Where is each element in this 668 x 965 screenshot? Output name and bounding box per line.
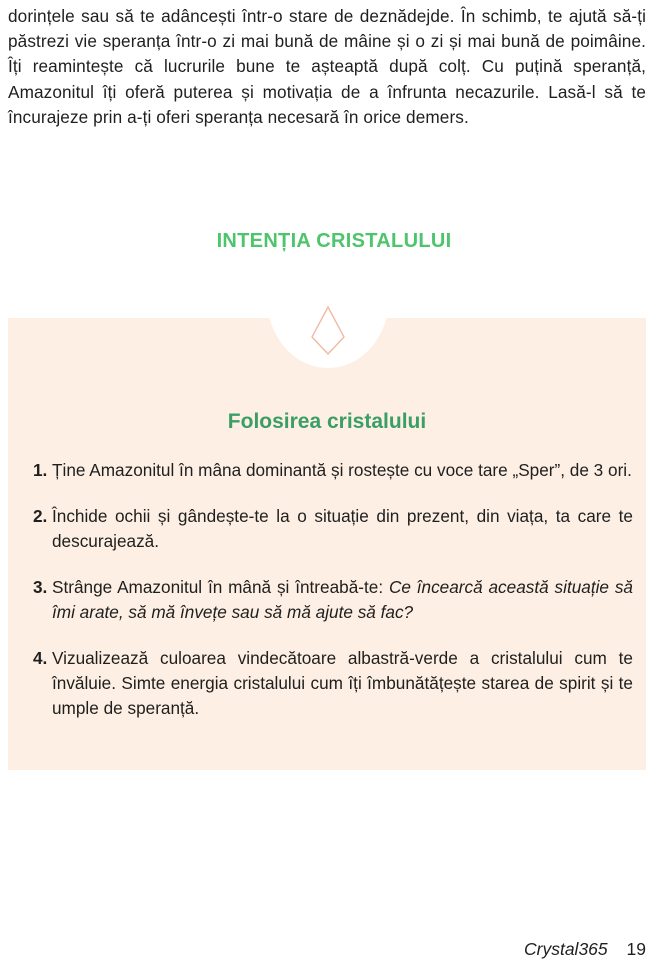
usage-step <box>33 646 633 721</box>
usage-title: Folosirea cristalului <box>227 410 427 433</box>
step-text: Ține Amazonitul în mâna dominantă și rostește cu voce tare „Sper”, de 3 ori. <box>52 460 632 480</box>
step-number: 1. <box>33 460 48 480</box>
step-text: Strânge Amazonitul în mână și întreabă-te: <box>52 577 389 597</box>
usage-step <box>33 504 633 554</box>
usage-steps-list <box>33 458 633 742</box>
usage-step <box>33 458 633 483</box>
crystal-icon <box>311 306 345 356</box>
step-number: 3. <box>33 577 48 597</box>
step-number: 4. <box>33 648 48 668</box>
step-text: Vizualizează culoarea vindecătoare albastră-verde a cristalului cum te învăluie. Simte energia cristalului cum îți îmbunătățește starea de spirit și te umple de speranță. <box>52 648 633 718</box>
step-text-italic: Ce încearcă această situație să îmi arate, să mă învețe sau să mă ajute să fac? <box>52 577 633 622</box>
page-number: 19 <box>626 939 646 959</box>
step-number: 2. <box>33 506 48 526</box>
crystal-usage-box <box>8 318 646 770</box>
page-footer <box>524 939 646 960</box>
intro-paragraph: dorințele sau să te adâncești într-o stare de deznădejde. În schimb, te ajută să-ți păstrezi vie speranța într-o zi mai bună de mâine și o zi și mai bună de poimâine. Îți reamintește că lucrurile bune te așteaptă după colț. Cu puțină speranță, Amazonitul îți oferă puterea și motivația de a înfrunta necazurile. Lasă-l să te încurajeze prin a-ți oferi speranța necesară în orice demers. <box>8 6 646 127</box>
step-text: Închide ochii și gândește-te la o situație din prezent, din viața, ta care te descurajează. <box>52 506 633 551</box>
footer-brand: Crystal365 <box>524 939 608 959</box>
crystal-intention-label: INTENȚIA CRISTALULUI <box>216 230 452 252</box>
usage-step <box>33 575 633 625</box>
